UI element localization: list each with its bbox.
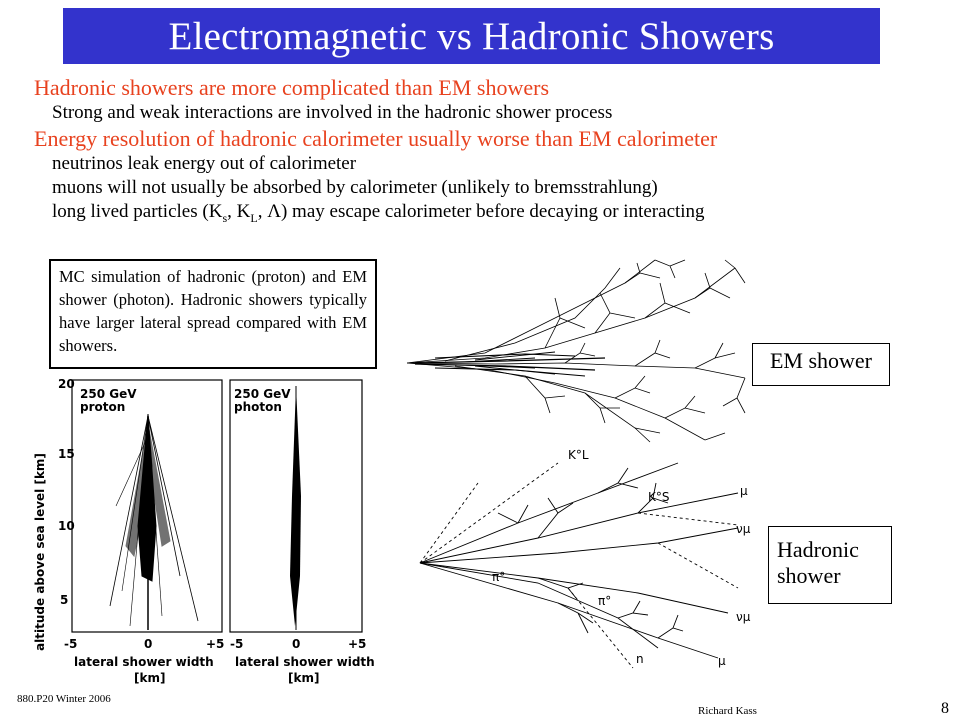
- footer-author: Richard Kass: [698, 705, 757, 717]
- simulation-caption: MC simulation of hadronic (proton) and EM shower (photon). Hadronic showers typically have larger lateral spread compared with EM showers.: [49, 259, 377, 369]
- sim-ylabel: altitude above sea level [km]: [33, 453, 47, 651]
- y-tick-10: 10: [58, 519, 75, 533]
- bullet-long-lived: [52, 200, 934, 230]
- proton-x-tick-pos5: +5: [206, 637, 225, 651]
- simulation-figure: [30, 376, 385, 694]
- label-pi-left: π°: [492, 570, 506, 584]
- bullet-muons: muons will not usually be absorbed by calorimeter (unlikely to bremsstrahlung): [52, 177, 658, 198]
- hadronic-shower-label: Hadronic shower: [768, 526, 892, 604]
- photon-shower: [290, 386, 301, 630]
- bullet-list: [34, 74, 934, 230]
- proton-xlabel: lateral shower width: [74, 655, 214, 669]
- photon-x-tick-0: 0: [292, 637, 301, 651]
- footer-course: 880.P20 Winter 2006: [17, 693, 111, 705]
- bullet-energy-resolution: Energy resolution of hadronic calorimeter usually worse than EM calorimeter: [34, 126, 718, 151]
- label-neutron: n: [636, 652, 644, 666]
- em-shower-branches: [407, 260, 745, 442]
- label-mu-lower: μ: [718, 654, 726, 668]
- em-shower-diagram: [405, 258, 750, 443]
- bullet-strong-weak: Strong and weak interactions are involved in the hadronic shower process: [52, 102, 613, 123]
- slide-title: Electromagnetic vs Hadronic Showers: [168, 14, 775, 58]
- y-tick-20: 20: [58, 377, 75, 391]
- bullet-hadronic-complicated: Hadronic showers are more complicated than EM showers: [34, 75, 550, 100]
- ks-subscript: s: [222, 210, 228, 225]
- label-pi-right: π°: [598, 594, 612, 608]
- photon-title-particle: photon: [234, 400, 282, 414]
- hadronic-particle-labels: [492, 448, 751, 668]
- hadronic-dashed-neutral-tracks: [420, 463, 738, 668]
- photon-xlabel: lateral shower width: [235, 655, 375, 669]
- label-mu-upper: μ: [740, 484, 748, 498]
- photon-xlabel-unit: [km]: [288, 671, 320, 685]
- proton-xlabel-unit: [km]: [134, 671, 166, 685]
- bullet-neutrinos: neutrinos leak energy out of calorimeter: [52, 153, 357, 174]
- label-nu-upper: νμ: [736, 522, 751, 536]
- sim-x-axis: [64, 637, 366, 651]
- photon-title-energy: 250 GeV: [234, 387, 291, 401]
- hadronic-shower-diagram: [418, 443, 763, 678]
- bullet-long-lived-lambda: , Λ: [257, 201, 281, 222]
- label-kl: K°L: [568, 448, 589, 462]
- proton-x-tick-0: 0: [144, 637, 153, 651]
- y-tick-15: 15: [58, 447, 75, 461]
- hadronic-shower-branches: [420, 463, 738, 658]
- proton-title-energy: 250 GeV: [80, 387, 137, 401]
- y-tick-5: 5: [60, 593, 69, 607]
- bullet-long-lived-prefix: long lived particles (K: [52, 201, 223, 222]
- proton-title-particle: proton: [80, 400, 126, 414]
- label-nu-lower: νμ: [736, 610, 751, 624]
- bullet-long-lived-mid: , K: [227, 201, 251, 222]
- label-ks: K°S: [648, 490, 670, 504]
- bullet-long-lived-suffix: ) may escape calorimeter before decaying or interacting: [280, 201, 705, 222]
- kl-subscript: L: [250, 210, 258, 225]
- proton-shower: [110, 414, 198, 630]
- em-shower-label: EM shower: [752, 343, 890, 386]
- photon-x-tick-neg5: -5: [230, 637, 244, 651]
- page-number: 8: [941, 700, 949, 717]
- photon-x-tick-pos5: +5: [348, 637, 367, 651]
- title-bar: [63, 8, 880, 64]
- proton-x-tick-neg5: -5: [64, 637, 78, 651]
